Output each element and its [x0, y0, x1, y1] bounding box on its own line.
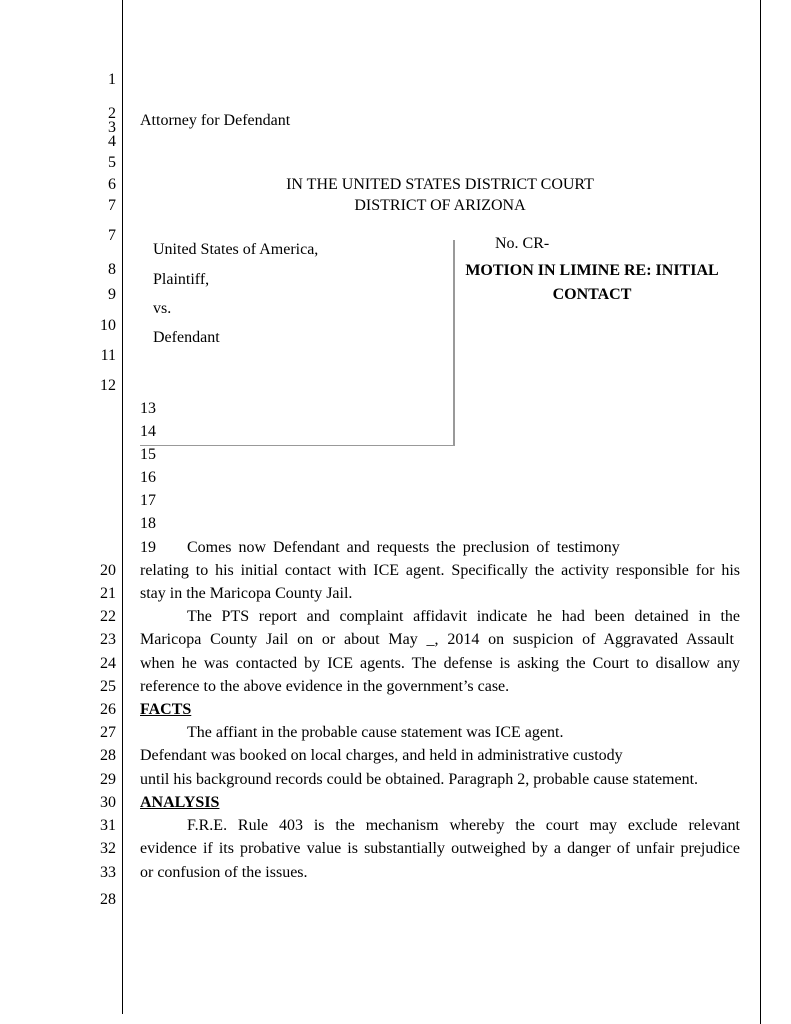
- line-number: 20: [100, 562, 116, 579]
- court-district: DISTRICT OF ARIZONA: [354, 197, 526, 214]
- caption-bottom-rule: [140, 445, 455, 446]
- body-line: The PTS report and complaint affidavit indicate he had been detained in the: [187, 608, 740, 625]
- line-number: 7: [108, 197, 116, 214]
- court-name: IN THE UNITED STATES DISTRICT COURT: [286, 176, 594, 193]
- line-number: 7: [108, 227, 116, 244]
- line-number: 11: [100, 347, 116, 364]
- body-line: reference to the above evidence in the government’s case.: [140, 678, 510, 695]
- line-number: 24: [100, 655, 116, 672]
- case-number: No. CR-: [495, 235, 550, 252]
- body-line: Comes now Defendant and requests the preclusion of testimony: [187, 539, 620, 556]
- motion-title-line2: CONTACT: [552, 286, 632, 303]
- body-line: Maricopa County Jail on or about May _, 2014 on suspicion of Aggravated Assault: [140, 631, 734, 648]
- line-number: 33: [100, 864, 116, 881]
- body-line: evidence if its probative value is substantially outweighed by a danger of unfair prejudice: [140, 840, 740, 857]
- line-number: 8: [108, 261, 116, 278]
- line-number: 12: [100, 377, 116, 394]
- line-number: 6: [108, 176, 116, 193]
- body-line: relating to his initial contact with ICE agent. Specifically the activity responsible for his: [140, 562, 740, 579]
- line-number: 28: [100, 891, 116, 908]
- body-line: until his background records could be obtained. Paragraph 2, probable cause statement.: [140, 771, 699, 788]
- defendant-role: Defendant: [153, 329, 220, 346]
- line-number: 4: [108, 133, 116, 150]
- line-number: 22: [100, 608, 116, 625]
- line-number: 17: [140, 492, 156, 509]
- line-number: 26: [100, 701, 116, 718]
- motion-title-line1: MOTION IN LIMINE RE: INITIAL: [465, 262, 719, 279]
- right-margin-rule: [760, 0, 761, 1024]
- body-line: Defendant was booked on local charges, and held in administrative custody: [140, 747, 623, 764]
- line-number: 1: [108, 71, 116, 88]
- body-line: or confusion of the issues.: [140, 864, 308, 881]
- plaintiff-name: United States of America,: [153, 241, 319, 258]
- attorney-designation: Attorney for Defendant: [140, 112, 291, 129]
- line-number: 5: [108, 154, 116, 171]
- analysis-heading: ANALYSIS: [140, 794, 220, 811]
- line-number: 21: [100, 585, 116, 602]
- line-number: 25: [100, 678, 116, 695]
- line-number: 10: [100, 317, 116, 334]
- line-number: 32: [100, 840, 116, 857]
- line-number: 18: [140, 515, 156, 532]
- line-number: 27: [100, 724, 116, 741]
- body-line: The affiant in the probable cause statement was ICE agent.: [187, 724, 564, 741]
- line-number: 28: [100, 747, 116, 764]
- versus: vs.: [153, 300, 172, 317]
- plaintiff-role: Plaintiff,: [153, 271, 210, 288]
- line-number: 16: [140, 469, 156, 486]
- line-number: 30: [100, 794, 116, 811]
- body-line: stay in the Maricopa County Jail.: [140, 585, 353, 602]
- line-number: 14: [140, 423, 156, 440]
- left-margin-rule: [122, 0, 123, 1014]
- line-number: 13: [140, 400, 156, 417]
- line-number: 29: [100, 771, 116, 788]
- line-number: 2: [108, 105, 116, 122]
- line-number: 19: [140, 539, 156, 556]
- line-number: 9: [108, 286, 116, 303]
- line-number: 31: [100, 817, 116, 834]
- facts-heading: FACTS: [140, 701, 192, 718]
- line-number: 15: [140, 446, 156, 463]
- body-line: when he was contacted by ICE agents. The defense is asking the Court to disallow any: [140, 655, 740, 672]
- line-number: 23: [100, 631, 116, 648]
- line-number: 3: [108, 119, 116, 136]
- body-line: F.R.E. Rule 403 is the mechanism whereby the court may exclude relevant: [187, 817, 740, 834]
